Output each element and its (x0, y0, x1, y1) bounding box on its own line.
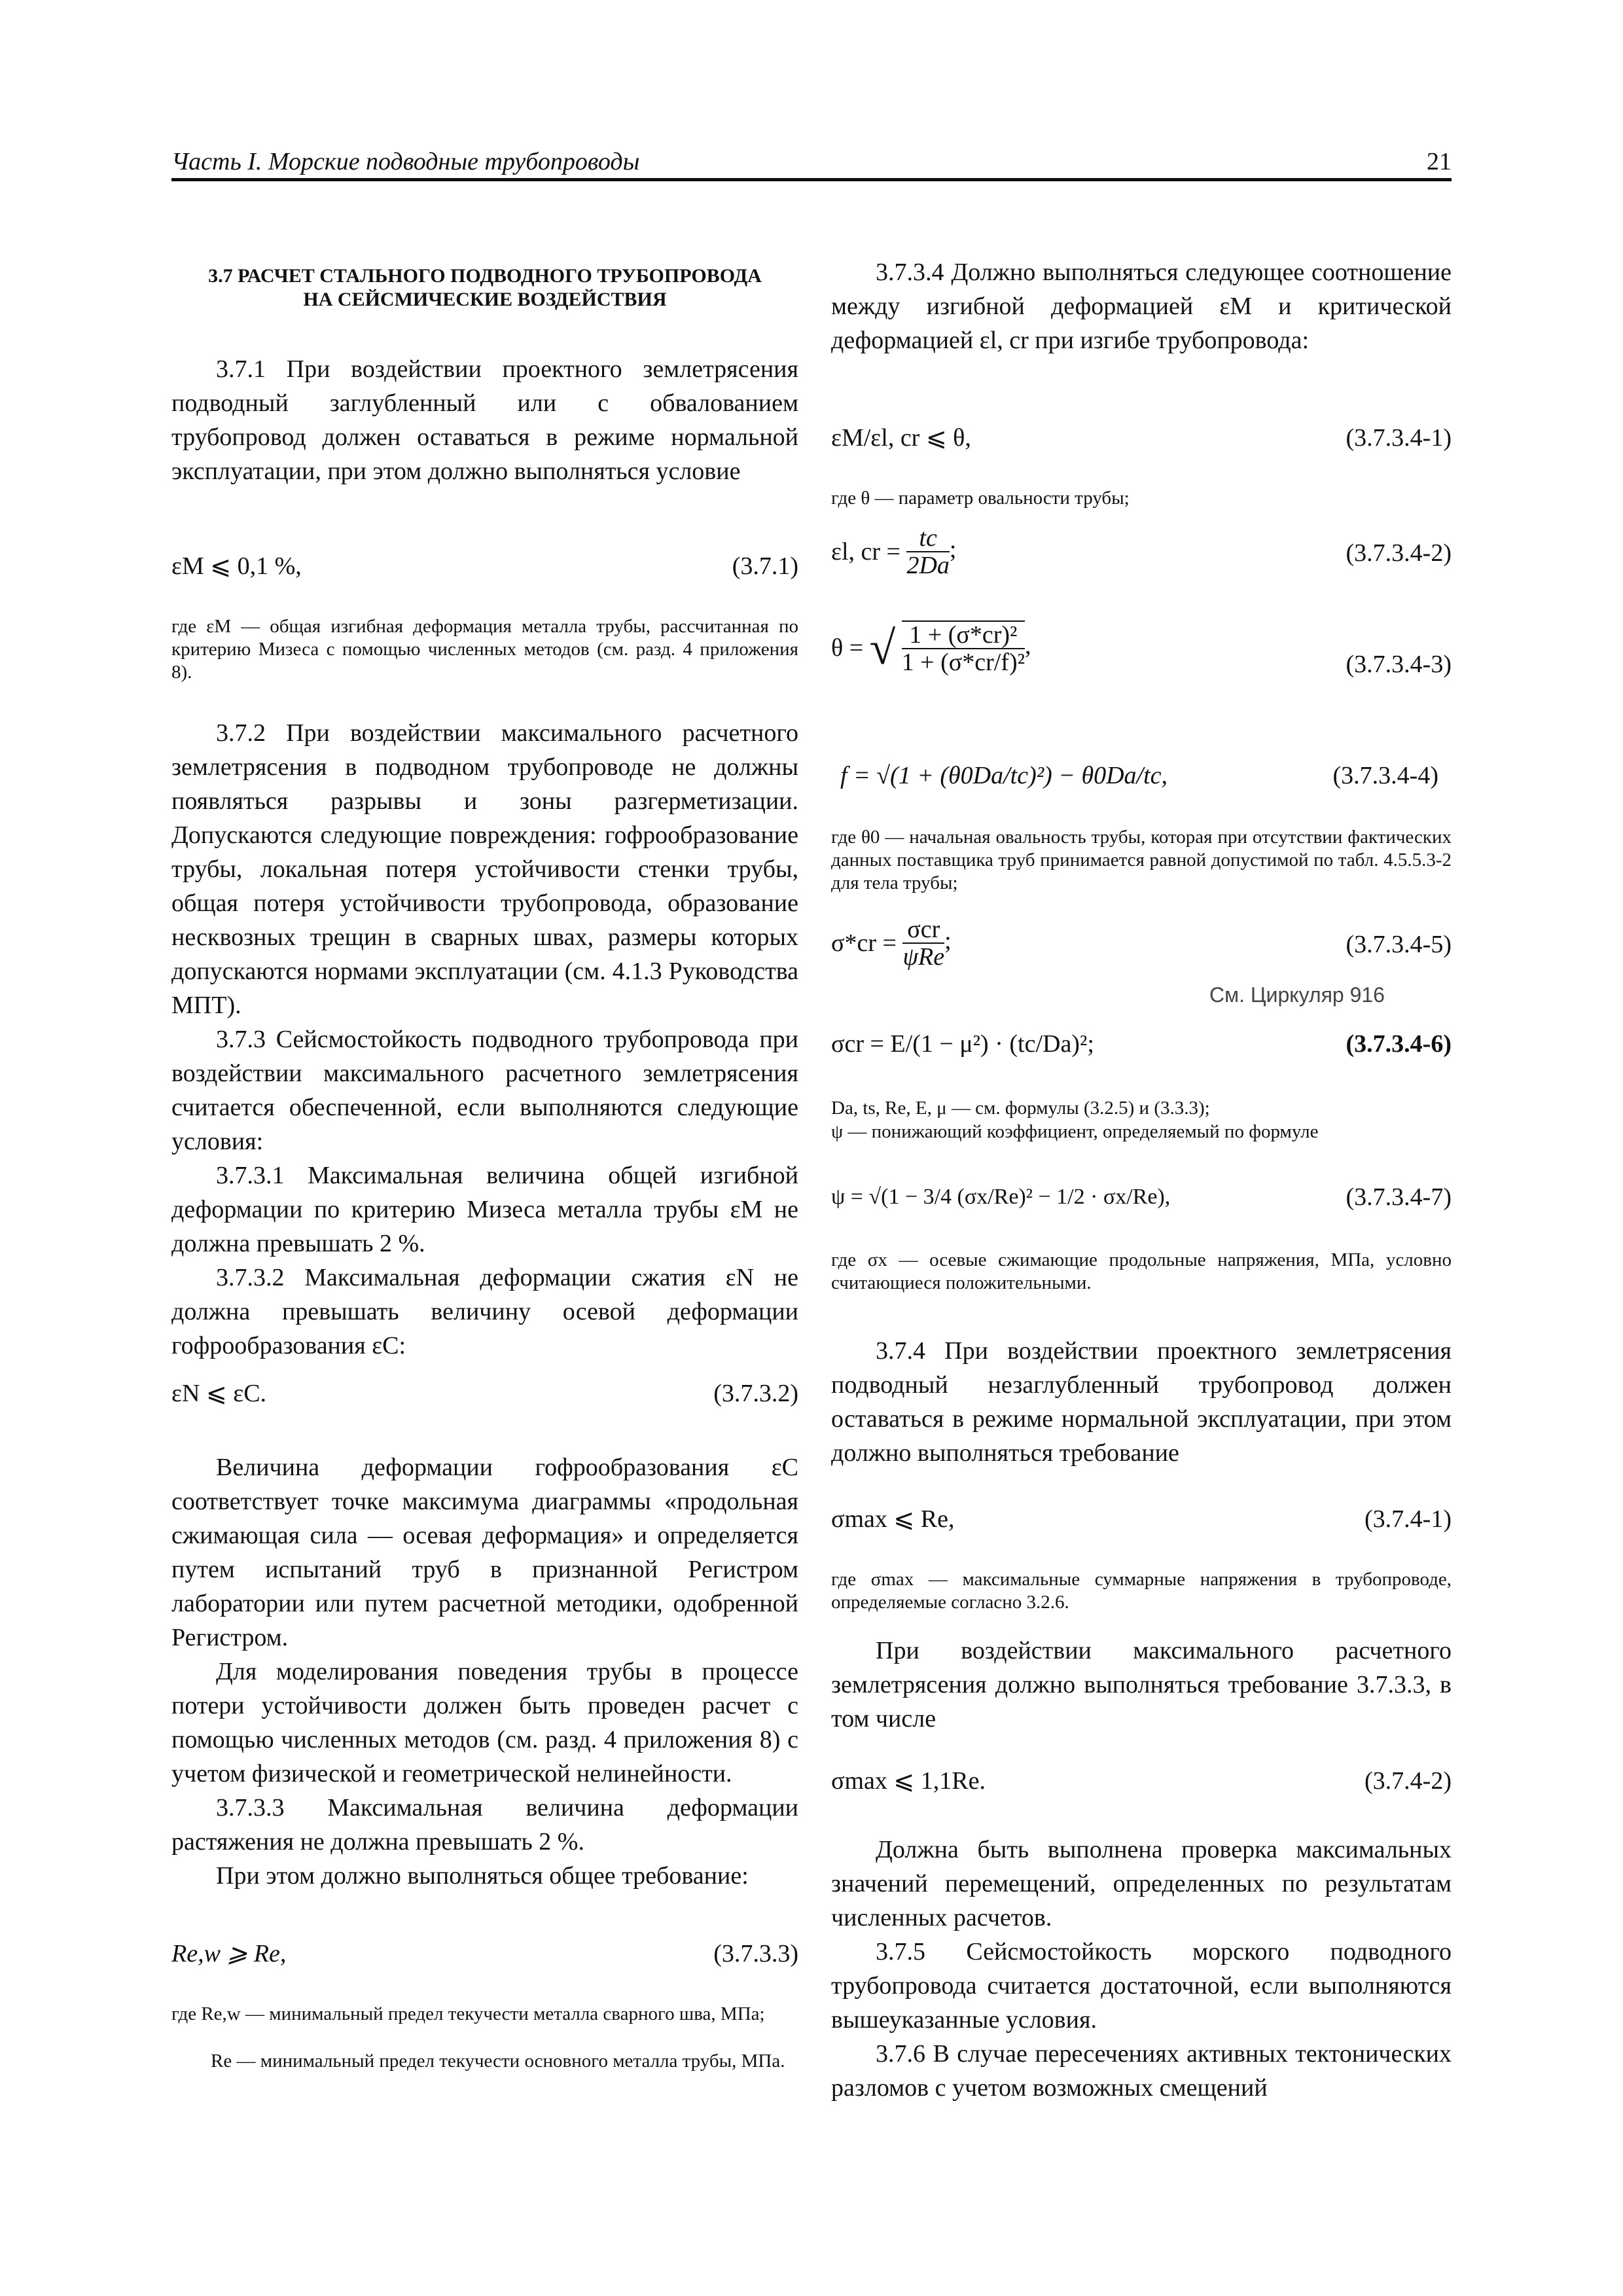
equation-number-3-7-3-4-5: (3.7.3.4-5) (1346, 931, 1452, 958)
where-note-3-7-1: где εM — общая изгибная деформация металла трубы, рассчитанная по критерию Мизеса с помощью численных методов (см. разд. 4 приложения 8). (171, 616, 798, 683)
equation-3-7-3-4-7: ψ = √(1 − 3/4 (σx/Re)² − 1/2 · σx/Re), (831, 1185, 1171, 1209)
paragraph-displacement-check: Должна быть выполнена проверка максимальных значений перемещений, определенных по результатам численных расчетов. (831, 1836, 1452, 1931)
equation-number-3-7-4-1: (3.7.4-1) (1364, 1505, 1452, 1533)
eq2-numerator: tc (906, 525, 949, 552)
paragraph-modeling: Для моделирования поведения трубы в процессе потери устойчивости должен быть проведен расчет с помощью численных методов (см. разд. 4 приложения 8) с учетом физической и геометрической нелинейности. (171, 1658, 798, 1787)
eq2-fraction (906, 525, 949, 579)
section-title-line1: 3.7 РАСЧЕТ СТАЛЬНОГО ПОДВОДНОГО ТРУБОПРОВОДА (208, 265, 762, 287)
equation-number-3-7-3-4-4: (3.7.3.4-4) (1332, 762, 1438, 789)
equation-3-7-3-4-2: εl, cr = $\frac{tc}{2Da}$ ; (831, 524, 957, 579)
paragraph-3-7-6: 3.7.6 В случае пересечениях активных тектонических разломов с учетом возможных смещений (831, 2040, 1452, 2102)
paragraph-3-7-4: 3.7.4 При воздействии проектного землетрясения подводный незаглубленный трубопровод должен оставаться в режиме нормальной эксплуатации, при этом должно выполняться требование (831, 1337, 1452, 1467)
eq5-numerator: σcr (902, 916, 944, 944)
paragraph-3-7-3-2: 3.7.3.2 Максимальная деформации сжатия εN не должна превышать величину осевой деформации гофрообразования εC: (171, 1264, 798, 1359)
equation-3-7-1: εM ⩽ 0,1 %, (171, 552, 302, 580)
where-note-eq6-b: ψ — понижающий коэффициент, определяемый по формуле (831, 1121, 1319, 1142)
circular-stamp: См. Циркуляр 916 (1209, 983, 1385, 1007)
equation-number-3-7-3-4-2: (3.7.3.4-2) (1346, 539, 1452, 567)
eq3-lhs: θ = (831, 634, 864, 662)
running-title: Часть I. Морские подводные трубопроводы (171, 148, 640, 175)
equation-3-7-3-4-1: εM/εl, cr ⩽ θ, (831, 424, 971, 452)
equation-3-7-3-4-3: θ = √ $\frac{\text{1 + (σ*cr)²}}{\text{1 + (σ*cr/f)²}}$ , (831, 621, 1031, 676)
eq5-fraction (902, 916, 944, 970)
equation-number-3-7-3-3: (3.7.3.3) (713, 1940, 798, 1967)
paragraph-3-7-5: 3.7.5 Сейсмостойкость морского подводного трубопровода считается достаточной, если выполняются вышеуказанные условия. (831, 1938, 1452, 2034)
section-title (171, 264, 798, 312)
equation-number-3-7-1: (3.7.1) (732, 552, 798, 580)
where-note-theta: где θ — параметр овальности трубы; (831, 488, 1130, 509)
sqrt-icon: √ (869, 622, 896, 674)
equation-3-7-3-2: εN ⩽ εC. (171, 1380, 267, 1407)
eq2-lhs: εl, cr = (831, 538, 901, 565)
where-note-3-7-3-3-b: Re — минимальный предел текучести основного металла трубы, МПа. (211, 2051, 785, 2072)
eq5-lhs: σ*cr = (831, 929, 897, 957)
paragraph-3-7-3: 3.7.3 Сейсмостойкость подводного трубопровода при воздействии максимального расчетного землетрясения считается обеспеченной, если выполняются следующие условия: (171, 1026, 798, 1155)
equation-number-3-7-3-4-1: (3.7.3.4-1) (1346, 424, 1452, 452)
equation-3-7-4-1: σmax ⩽ Re, (831, 1505, 955, 1533)
equation-number-3-7-3-4-6: (3.7.3.4-6) (1346, 1030, 1452, 1058)
where-note-sigmax: где σx — осевые сжимающие продольные напряжения, МПа, условно считающиеся положительными. (831, 1249, 1452, 1293)
eq3-denominator: 1 + (σ*cr/f)² (901, 649, 1026, 676)
page-number: 21 (1427, 148, 1452, 175)
equation-3-7-3-3: Re,w ⩾ Re, (171, 1940, 287, 1967)
paragraph-gofroobrazovanie: Величина деформации гофрообразования εC соответствует точке максимума диаграммы «продольная сжимающая сила — осевая деформация» и определяется путем испытаний труб в признанной Регистром лаборатории или путем расчетной методики, одобренной Регистром. (171, 1454, 798, 1651)
paragraph-3-7-3-1: 3.7.3.1 Максимальная величина общей изгибной деформации по критерию Мизеса металла трубы εM не должна превышать 2 %. (171, 1162, 798, 1257)
equation-number-3-7-3-2: (3.7.3.2) (713, 1380, 798, 1407)
header-rule (171, 178, 1452, 181)
where-note-smax: где σmax — максимальные суммарные напряжения в трубопроводе, определяемые согласно 3.2.6. (831, 1569, 1452, 1613)
eq2-denominator: 2Da (906, 552, 950, 579)
equation-3-7-4-2: σmax ⩽ 1,1Re. (831, 1767, 986, 1795)
paragraph-max-earthquake: При воздействии максимального расчетного землетрясения должно выполняться требование 3.7.3.3, в том числе (831, 1637, 1452, 1732)
eq3-numerator: 1 + (σ*cr)² (902, 622, 1025, 649)
section-title-line2: НА СЕЙСМИЧЕСКИЕ ВОЗДЕЙСТВИЯ (303, 289, 667, 310)
where-note-theta0: где θ0 — начальная овальность трубы, которая при отсутствии фактических данных поставщика труб принимается равной допустимой по табл. 4.5.5.3-2 для тела трубы; (831, 827, 1452, 893)
equation-3-7-3-4-6: σcr = E/(1 − μ²) · (tc/Da)²; (831, 1030, 1094, 1058)
equation-number-3-7-3-4-3: (3.7.3.4-3) (1346, 651, 1452, 678)
equation-3-7-3-4-4: f = √(1 + (θ0Da/tc)²) − θ0Da/tc, (840, 762, 1168, 789)
equation-number-3-7-3-4-7: (3.7.3.4-7) (1346, 1183, 1452, 1211)
eq3-fraction (902, 620, 1025, 675)
paragraph-general-requirement: При этом должно выполняться общее требование: (216, 1862, 749, 1890)
where-note-3-7-3-3-a: где Re,w — минимальный предел текучести металла сварного шва, МПа; (171, 2003, 765, 2024)
paragraph-3-7-1: 3.7.1 При воздействии проектного землетрясения подводный заглубленный или с обвалованием трубопровод должен оставаться в режиме нормальной эксплуатации, при этом должно выполняться условие (171, 355, 798, 485)
paragraph-3-7-2: 3.7.2 При воздействии максимального расчетного землетрясения в подводном трубопроводе не должны появляться разрывы и зоны разгерметизации. Допускаются следующие повреждения: гофрообразование трубы, локальная потеря устойчивости стенки трубы, общая потеря устойчивости трубопровода, образование несквозных трещин в сварных швах, размеры которых допускаются нормами эксплуатации (см. 4.1.3 Руководства МПТ). (171, 719, 798, 1019)
equation-number-3-7-4-2: (3.7.4-2) (1364, 1767, 1452, 1795)
paragraph-3-7-3-3: 3.7.3.3 Максимальная величина деформации растяжения не должна превышать 2 %. (171, 1794, 798, 1856)
equation-3-7-3-4-5: σ*cr = $\frac{\text{σcr}}{\text{ψRe}}$ ; (831, 916, 952, 971)
where-note-eq6-a: Da, ts, Re, E, μ — см. формулы (3.2.5) и (3.3.3); (831, 1098, 1210, 1119)
eq5-denominator: ψRe (902, 943, 945, 971)
paragraph-3-7-3-4: 3.7.3.4 Должно выполняться следующее соотношение между изгибной деформацией εM и критической деформацией εl, cr при изгибе трубопровода: (831, 259, 1452, 354)
